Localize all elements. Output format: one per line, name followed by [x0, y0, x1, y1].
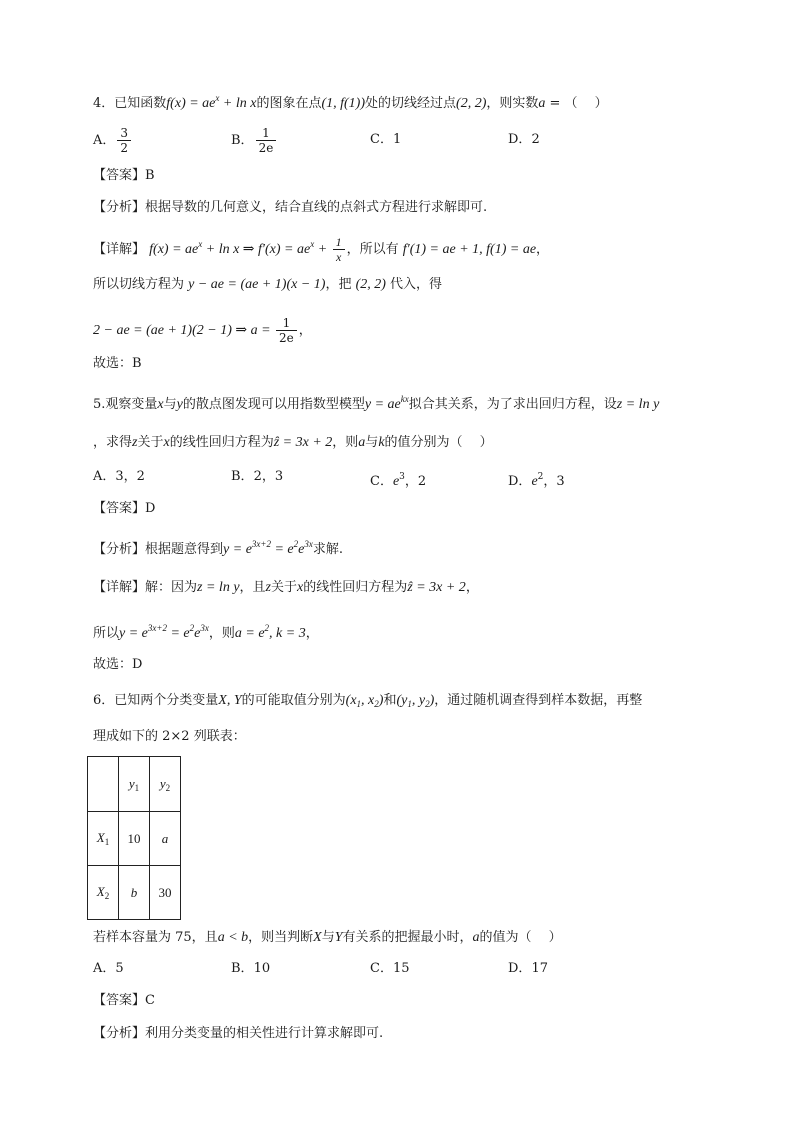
q6-option-b: B．10 — [231, 961, 271, 976]
q4-option-d: D．2 — [508, 132, 540, 147]
q5-answer: 【答案】D — [93, 501, 156, 516]
q6-number: 6． — [93, 693, 115, 708]
q4-solve: 2 − ae = (ae + 1)(2 − 1) ⇒ a = $\frac{1}{2e}$ ， — [93, 316, 312, 345]
q4-answer: 【答案】B — [93, 168, 155, 183]
q5-detail: 【详解】解：因为z = ln y，且z关于x的线性回归方程为ẑ = 3x + 2， — [93, 580, 479, 595]
q4-conclusion: 故选：B — [93, 356, 142, 371]
q4-option-c: C．1 — [370, 132, 402, 147]
contingency-table — [87, 756, 181, 920]
q4-option-b: B． $\frac{1}{2e}$ — [231, 126, 278, 155]
q4-option-a: A． $\frac{3}{2}$ — [93, 126, 133, 155]
table-header-cell: $y_2$ — [150, 757, 181, 812]
q5-option-c: C．$e^3$，2 — [370, 472, 427, 489]
q5-option-d: D．$e^2$，3 — [508, 472, 565, 489]
table-cell: 10 — [119, 812, 150, 866]
table-row — [88, 812, 181, 866]
table-corner-cell — [88, 757, 119, 812]
q6-answer: 【答案】C — [93, 993, 155, 1008]
q5-so: 所以$y = e^{3x+2} = e^2e^{3x}$，则$a = e^2$, k = 3， — [93, 623, 319, 641]
q6-option-c: C．15 — [370, 961, 410, 976]
q4-tangent-line: 所以切线方程为 y − ae = (ae + 1)(x − 1)，把 (2, 2) 代入，得 — [93, 277, 443, 292]
q5-stem: 5.观察变量x与y的散点图发现可以用指数型模型$y = ae^{kx}$拟合其关系，为了求出回归方程，设z = ln y — [93, 394, 660, 412]
q6-stem: 6．已知两个分类变量X, Y的可能取值分别为($x_1$, $x_2$)和($y_1$, $y_2$)，通过随机调查得到样本数据，再整 — [93, 693, 643, 709]
table-row-header: $X_1$ — [88, 812, 119, 866]
table-cell: a — [150, 812, 181, 866]
table-header-cell: $y_1$ — [119, 757, 150, 812]
q4-stem: 4．已知函数$f(x) = ae^x + \ln x$的图象在点(1, f(1))处的切线经过点(2, 2)，则实数a = （ ） — [93, 93, 608, 111]
table-cell: b — [119, 866, 150, 920]
q6-condition: 若样本容量为 75，且a < b，则当判断X与Y有关系的把握最小时，a的值为（ ） — [93, 930, 562, 945]
q5-stem-line2: ，求得z关于x的线性回归方程为ẑ = 3x + 2，则a与k的值分别为（ ） — [93, 435, 493, 450]
q4-detail: 【详解】 $f(x) = ae^x + \ln x$ ⇒ $f'(x) = ae^x$ + $\frac{1}{x}$ ，所以有 f′(1) = ae + 1, f(1) = ae， — [93, 235, 550, 264]
q5-analysis: 【分析】根据题意得到$y = e^{3x+2} = e^2e^{3x}$求解. — [93, 539, 344, 557]
q5-option-b: B．2，3 — [231, 469, 284, 484]
q6-option-a: A．5 — [93, 961, 124, 976]
q5-option-a: A．3，2 — [93, 469, 145, 484]
table-header-row — [88, 757, 181, 812]
q6-stem-line2: 理成如下的 2×2 列联表： — [93, 729, 246, 744]
q4-number: 4． — [93, 96, 115, 111]
q5-conclusion: 故选：D — [93, 657, 143, 672]
q6-option-d: D．17 — [508, 961, 548, 976]
table-cell: 30 — [150, 866, 181, 920]
q6-analysis: 【分析】利用分类变量的相关性进行计算求解即可. — [93, 1026, 384, 1041]
table-row — [88, 866, 181, 920]
q4-analysis: 【分析】根据导数的几何意义，结合直线的点斜式方程进行求解即可. — [93, 200, 488, 215]
table-row-header: $X_2$ — [88, 866, 119, 920]
q5-number: 5. — [93, 397, 106, 412]
